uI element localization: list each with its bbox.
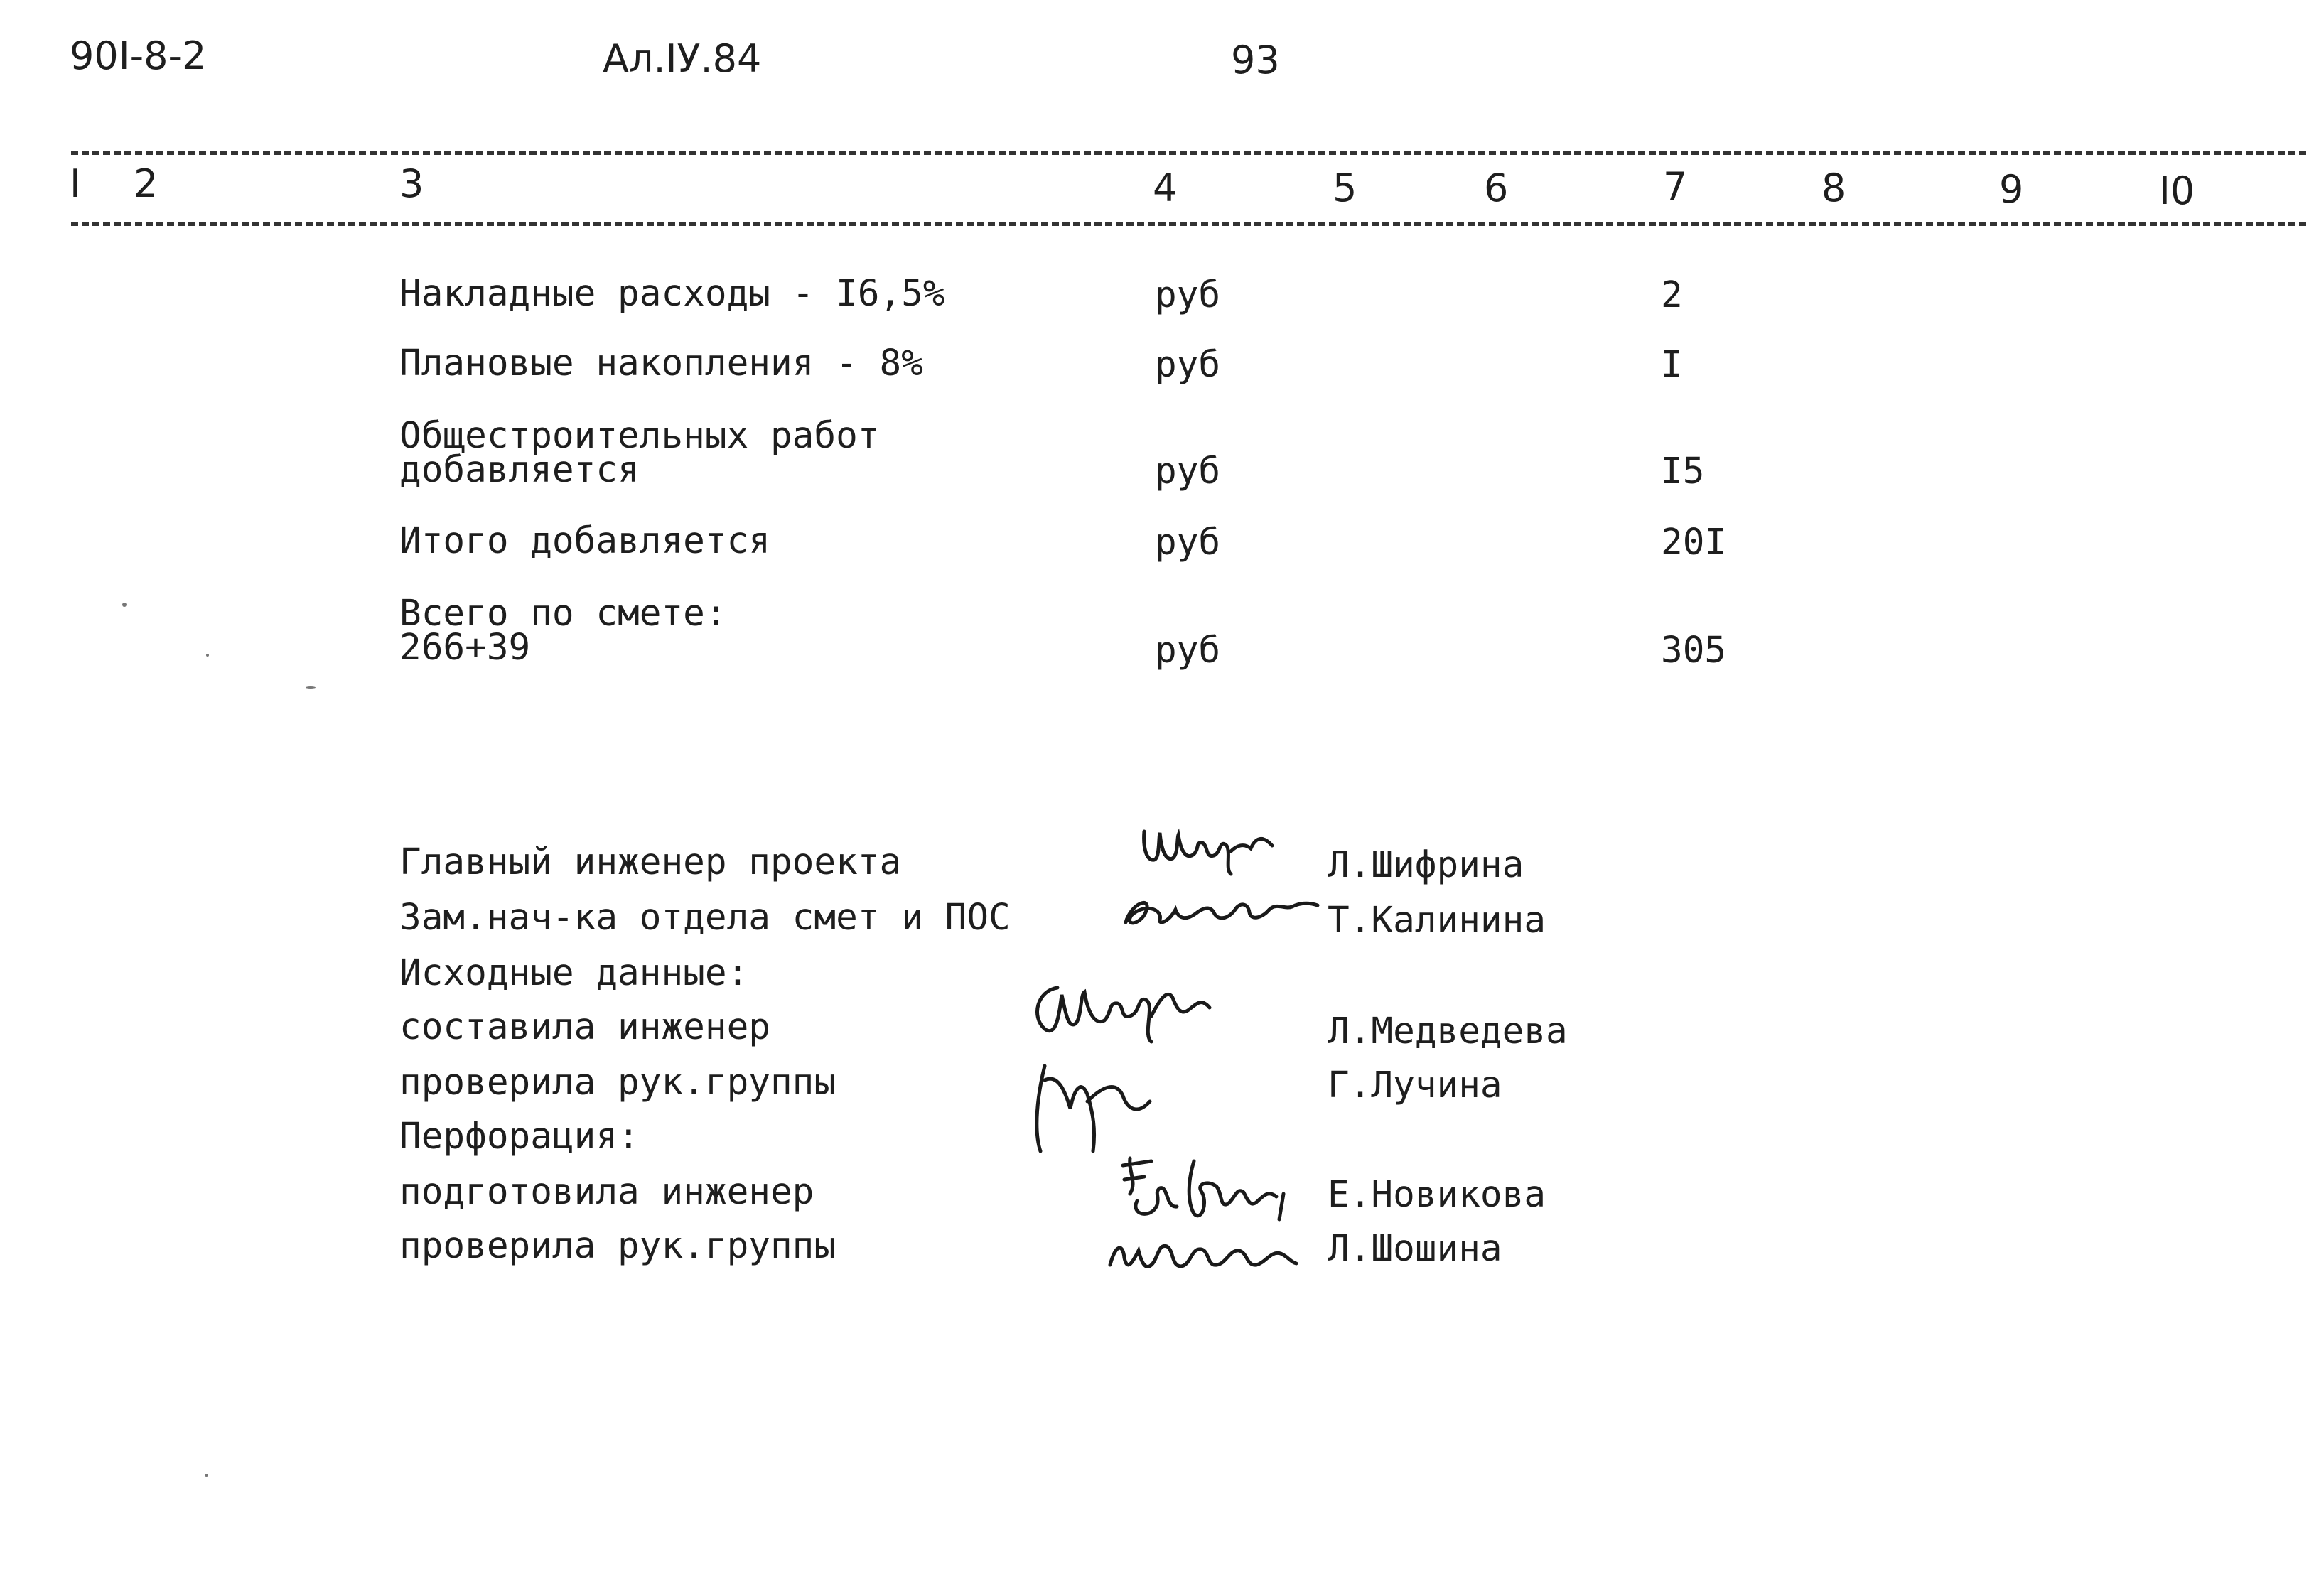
signature-role: Зам.нач-ка отдела смет и ПОС — [399, 897, 1011, 939]
signature-role: подготовила инженер — [399, 1171, 814, 1213]
signature-role: проверила рук.группы — [399, 1062, 836, 1104]
handwritten-signature — [1109, 1151, 1293, 1229]
row-value: 2 — [1661, 274, 1683, 316]
row-unit: руб — [1155, 344, 1221, 386]
signatory-name: Е.Новикова — [1328, 1174, 1546, 1216]
column-number: 9 — [1999, 167, 2024, 212]
row-name: Плановые накопления - 8% — [399, 343, 923, 384]
column-number: 3 — [399, 161, 424, 206]
signatory-name: Л.Шифрина — [1328, 844, 1524, 886]
column-number: 7 — [1663, 164, 1688, 209]
signatory-name: Л.Медведева — [1328, 1010, 1568, 1052]
column-number: 5 — [1333, 166, 1357, 210]
row-value: 20I — [1661, 522, 1727, 564]
row-unit: руб — [1155, 274, 1221, 316]
column-number: 8 — [1821, 166, 1846, 210]
handwritten-signature — [1102, 1222, 1301, 1279]
handwritten-signature — [1016, 966, 1222, 1052]
signature-role: составила инженер — [399, 1006, 770, 1048]
row-value: I5 — [1661, 451, 1705, 492]
column-number: I0 — [2159, 168, 2195, 213]
signatory-name: Г.Лучина — [1328, 1064, 1502, 1106]
signature-section-heading: Исходные данные: — [399, 952, 749, 994]
album-number: Ал.IУ.84 — [603, 36, 762, 81]
handwritten-signature — [1016, 1052, 1173, 1158]
scan-speck — [306, 686, 316, 689]
scan-speck — [205, 1474, 208, 1477]
scan-speck — [206, 654, 209, 657]
column-number: I — [70, 161, 81, 206]
row-name: Накладные расходы - I6,5% — [399, 273, 945, 315]
row-unit: руб — [1155, 451, 1221, 492]
column-number: 6 — [1484, 166, 1509, 210]
column-number: 2 — [134, 161, 158, 206]
scan-speck — [122, 603, 127, 607]
signatory-name: Л.Шошина — [1328, 1228, 1502, 1270]
page-number: 93 — [1231, 38, 1280, 82]
row-unit: руб — [1155, 522, 1221, 564]
row-name-line1: Общестроительных работ — [399, 415, 880, 457]
header-top-rule — [71, 151, 2306, 155]
row-unit: руб — [1155, 630, 1221, 672]
signature-section-heading: Перфорация: — [399, 1116, 640, 1158]
handwritten-signature — [1117, 881, 1323, 938]
doc-code: 90I-8-2 — [70, 33, 207, 78]
row-name-line1: Всего по смете: — [399, 593, 727, 635]
row-name: Итого добавляется — [399, 520, 770, 562]
handwritten-signature — [1137, 817, 1279, 881]
column-number: 4 — [1153, 166, 1178, 210]
row-value: 305 — [1661, 630, 1727, 672]
signature-role: проверила рук.группы — [399, 1225, 836, 1267]
row-name-line2: добавляется — [399, 449, 640, 491]
signatory-name: Т.Калинина — [1328, 900, 1546, 942]
row-name-line2: 266+39 — [399, 627, 531, 669]
row-value: I — [1661, 344, 1683, 386]
signature-role: Главный инженер проекта — [399, 841, 902, 883]
header-bottom-rule — [71, 222, 2306, 226]
